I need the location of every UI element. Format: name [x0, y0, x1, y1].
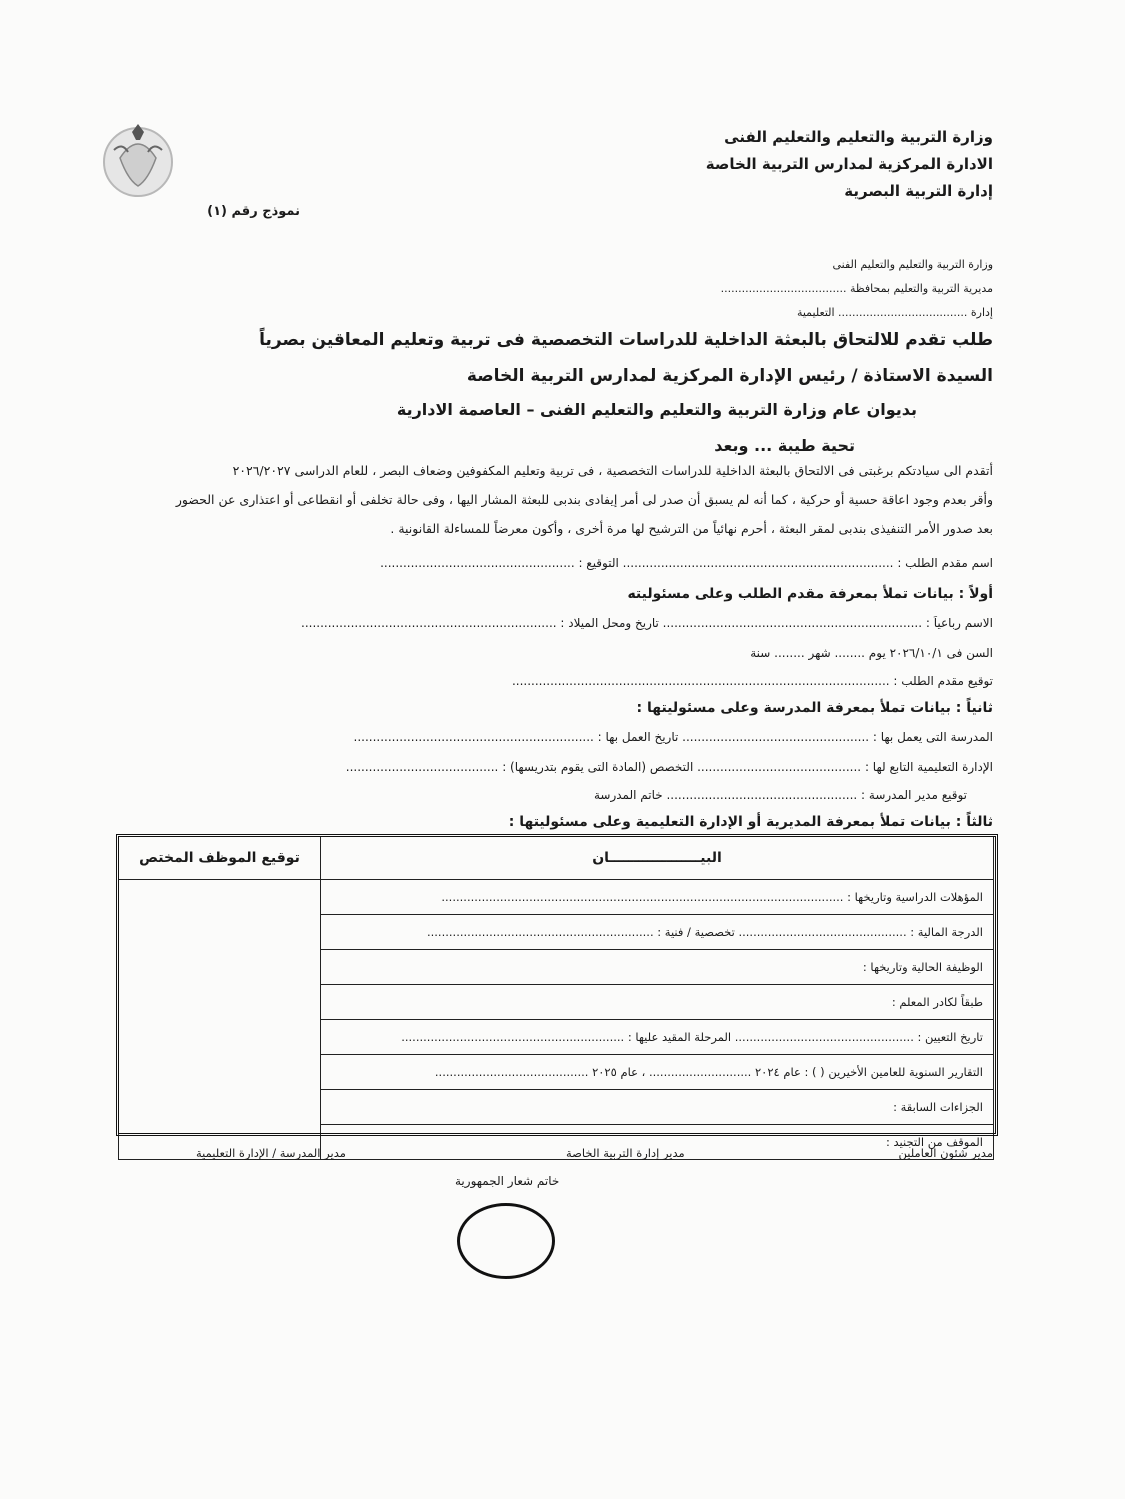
- special-ed-signature-label: مدير إدارة التربية الخاصة: [566, 1146, 685, 1160]
- applicant-name-field[interactable]: اسم مقدم الطلب : ....................................................................... التوقيع : ...................................................: [380, 556, 993, 570]
- teacher-cadre-cell[interactable]: طبقاً لكادر المعلم :: [321, 985, 994, 1020]
- greeting: تحية طيبة ... وبعد: [714, 436, 855, 455]
- qualifications-cell[interactable]: المؤهلات الدراسية وتاريخها : ..............................................................................................................: [321, 880, 994, 915]
- table-header-row: [119, 837, 994, 880]
- body-line: وأقر بعدم وجود اعاقة حسية أو حركية ، كما أنه لم يسبق أن صدر لى أمر إيفادى بندبى للبعثة المشار اليها ، وفى حالة تخلفى أو انقطاعى أو اعتذارى عن الحضور: [175, 492, 993, 507]
- school-field[interactable]: المدرسة التى يعمل بها : ................................................. تاريخ العمل بها : ...............................................................: [353, 730, 993, 744]
- ministry-line: الادارة المركزية لمدارس التربية الخاصة: [705, 155, 993, 173]
- admin-specialty-field[interactable]: الإدارة التعليمية التابع لها : ........................................... التخصص (المادة التى يقوم بتدريسها) : ........................................: [345, 760, 993, 774]
- military-status-cell[interactable]: الموقف من التجنيد :: [321, 1125, 994, 1160]
- table-row: [119, 880, 994, 915]
- ministry-line: وزارة التربية والتعليم والتعليم الفنى: [724, 128, 993, 146]
- section-1-title: أولاً : بيانات تملأ بمعرفة مقدم الطلب وعلى مسئوليته: [627, 586, 993, 602]
- full-name-field[interactable]: الاسم رباعياً : .................................................................... تاريخ ومحل الميلاد : ...................................................................: [301, 616, 993, 630]
- sub-header-line: وزارة التربية والتعليم والتعليم الفنى: [832, 258, 993, 271]
- form-number: نموذج رقم (١): [207, 204, 300, 219]
- current-job-cell[interactable]: الوظيفة الحالية وتاريخها :: [321, 950, 994, 985]
- sub-header: [573, 253, 993, 325]
- annual-reports-cell[interactable]: التقارير السنوية للعامين الأخيرين ( ) : عام ٢٠٢٤ ............................ ، عام ٢٠٢٥ ..........................................: [321, 1055, 994, 1090]
- data-table: [118, 836, 994, 1160]
- ministry-emblem-icon: [98, 120, 178, 200]
- applicant-signature-field[interactable]: توقيع مقدم الطلب : ...................................................................................................: [511, 674, 993, 688]
- republic-seal-label: خاتم شعار الجمهورية: [455, 1174, 560, 1188]
- section-3-title: ثالثاً : بيانات تملأ بمعرفة المديرية أو الإدارة التعليمية وعلى مسئوليتها :: [508, 814, 993, 830]
- signature-header: توقيع الموظف المختص: [119, 837, 321, 880]
- statement-header: البيـــــــــــــــــــان: [321, 837, 994, 880]
- body-line: بعد صدور الأمر التنفيذى بندبى لمقر البعثة ، أحرم نهائياً من الترشيح لها مرة أخرى ، وأكون معرضاً للمساءلة القانونية .: [390, 521, 993, 536]
- body-line: أتقدم الى سيادتكم برغبتى فى الالتحاق بالبعثة الداخلية للدراسات التخصصية ، فى تربية وتعليم المكفوفين وضعاف البصر ، للعام الدراسى ٢٠٢٦/٢٠٢٧: [232, 463, 993, 478]
- penalties-cell[interactable]: الجزاءات السابقة :: [321, 1090, 994, 1125]
- grade-cell[interactable]: الدرجة المالية : .............................................. تخصصية / فنية : ..............................................................: [321, 915, 994, 950]
- principal-signature-field[interactable]: توقيع مدير المدرسة : .................................................. خاتم المدرسة: [593, 788, 967, 802]
- appointment-cell[interactable]: تاريخ التعيين : ................................................. المرحلة المقيد عليها : .............................................................: [321, 1020, 994, 1055]
- addressee-title: السيدة الاستاذة / رئيس الإدارة المركزية لمدارس التربية الخاصة: [466, 366, 993, 386]
- office-title: بديوان عام وزارة التربية والتعليم والتعليم الفنى – العاصمة الادارية: [396, 400, 917, 419]
- age-field[interactable]: السن فى ٢٠٢٦/١٠/١ يوم ........ شهر ........ سنة: [750, 646, 993, 660]
- request-title: طلب تقدم للالتحاق بالبعثة الداخلية للدراسات التخصصية فى تربية وتعليم المعاقين بصرياً: [259, 330, 993, 350]
- hr-signature-label: مدير شئون العاملين: [898, 1146, 993, 1160]
- seal-circle: [457, 1203, 555, 1279]
- ministry-header: [663, 124, 993, 205]
- school-admin-signature-label: مدير المدرسة / الإدارة التعليمية: [196, 1146, 346, 1160]
- sub-header-line: مديرية التربية والتعليم بمحافظة ....................................: [720, 282, 993, 295]
- ministry-line: إدارة التربية البصرية: [844, 182, 993, 200]
- section-2-title: ثانياً : بيانات تملأ بمعرفة المدرسة وعلى مسئوليتها :: [636, 700, 993, 716]
- staff-signature-cell[interactable]: [119, 880, 321, 1160]
- sub-header-line: إدارة ..................................... التعليمية: [796, 306, 993, 319]
